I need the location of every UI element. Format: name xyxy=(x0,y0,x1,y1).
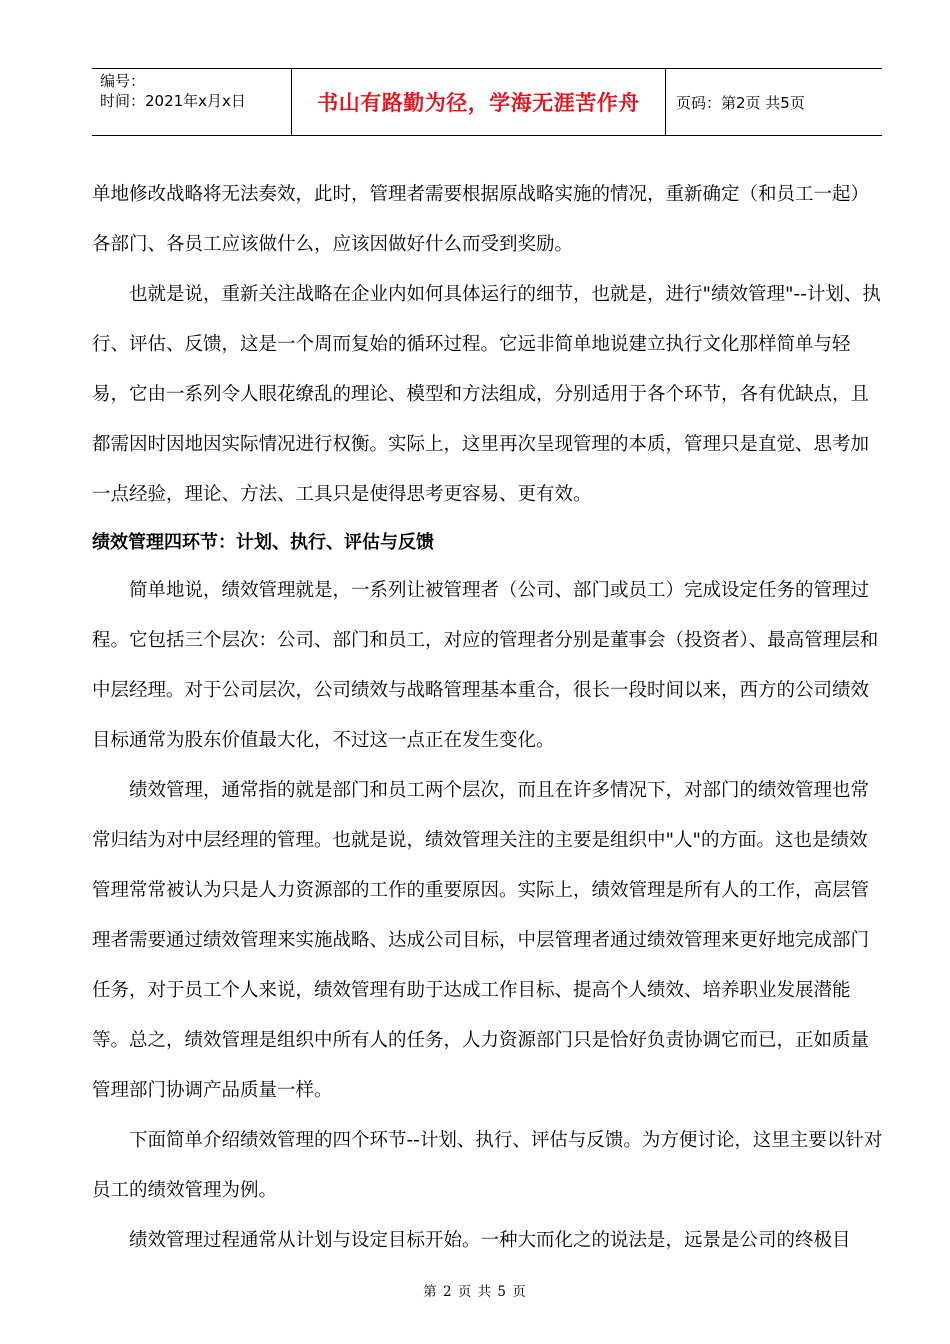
header-motto: 书山有路勤为径，学海无涯苦作舟 xyxy=(292,69,666,135)
page-footer: 第 2 页 共 5 页 xyxy=(423,1284,527,1300)
section-heading: 绩效管理四环节：计划、执行、评估与反馈 xyxy=(92,532,434,553)
paragraph: 下面简单介绍绩效管理的四个环节--计划、执行、评估与反馈。为方便讨论，这里主要以针对员工的绩效管理为例。 xyxy=(92,1130,883,1201)
paragraph: 绩效管理过程通常从计划与设定目标开始。一种大而化之的说法是，远景是公司的终极目 xyxy=(129,1230,851,1251)
paragraph: 也就是说，重新关注战略在企业内如何具体运行的细节，也就是，进行"绩效管理"--计划、执行、评估、反馈，这是一个周而复始的循环过程。它远非简单地说建立执行文化那样简单与轻易，它由一系列令人眼花缭乱的理论、模型和方法组成，分别适用于各个环节，各有优缺点，且都需因时因地因实际情况进行权衡。实际上，这里再次呈现管理的本质，管理只是直觉、思考加一点经验，理论、方法、工具只是使得思考更容易、更有效。 xyxy=(92,284,881,505)
document-number: 编号： xyxy=(100,72,146,90)
paragraph: 单地修改战略将无法奏效，此时，管理者需要根据原战略实施的情况，重新确定（和员工一起）各部门、各员工应该做什么，应该因做好什么而受到奖励。 xyxy=(92,184,870,255)
document-time: 时间：2021年x月x日 xyxy=(100,92,246,110)
document-body xyxy=(92,170,884,1266)
paragraph: 简单地说，绩效管理就是，一系列让被管理者（公司、部门或员工）完成设定任务的管理过程。它包括三个层次：公司、部门和员工，对应的管理者分别是董事会（投资者）、最高管理层和中层经理。对于公司层次，公司绩效与战略管理基本重合，很长一段时间以来，西方的公司绩效目标通常为股东价值最大化，不过这一点正在发生变化。 xyxy=(92,580,879,751)
header-page-info: 页码：第2页 共5页 xyxy=(676,93,805,112)
page-header xyxy=(92,68,882,136)
header-meta xyxy=(92,69,292,135)
paragraph: 绩效管理，通常指的就是部门和员工两个层次，而且在许多情况下，对部门的绩效管理也常常归结为对中层经理的管理。也就是说，绩效管理关注的主要是组织中"人"的方面。这也是绩效管理常常被认为只是人力资源部的工作的重要原因。实际上，绩效管理是所有人的工作，高层管理者需要通过绩效管理来实施战略、达成公司目标，中层管理者通过绩效管理来更好地完成部门任务，对于员工个人来说，绩效管理有助于达成工作目标、提高个人绩效、培养职业发展潜能等。总之，绩效管理是组织中所有人的任务，人力资源部门只是恰好负责协调它而已，正如质量管理部门协调产品质量一样。 xyxy=(92,780,870,1101)
